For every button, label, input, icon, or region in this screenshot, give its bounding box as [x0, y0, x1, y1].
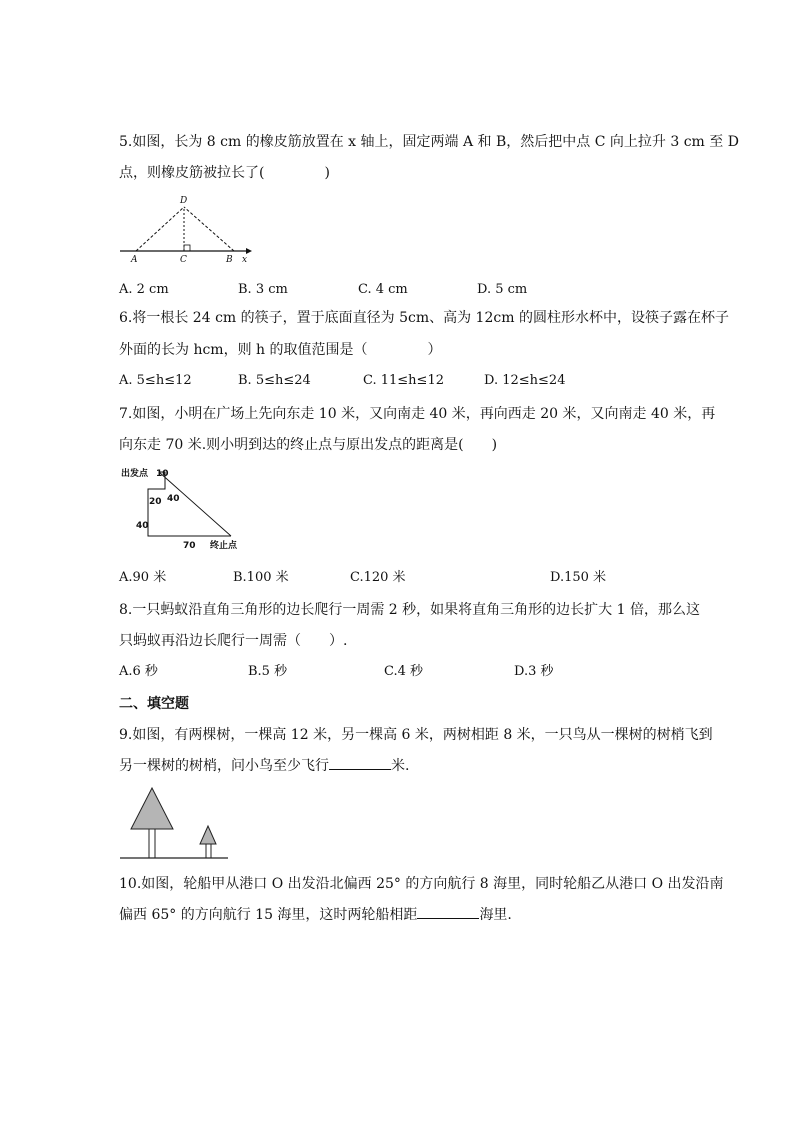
- q8-line1: 8.一只蚂蚁沿直角三角形的边长爬行一周需 2 秒，如果将直角三角形的边长扩大 1 倍，那么这: [119, 602, 700, 618]
- right-angle-mark: [184, 245, 190, 251]
- q9-line2-text: 另一棵树的树梢，问小鸟至少飞行: [119, 758, 329, 774]
- dashed-line-bd: [184, 207, 234, 251]
- q6-option-c: C. 11≤h≤12: [363, 373, 444, 388]
- label-x: x: [242, 255, 248, 265]
- q9-figure: [118, 785, 238, 865]
- label-b: B: [226, 255, 233, 265]
- tall-tree-crown: [131, 788, 173, 829]
- q6-option-d: D. 12≤h≤24: [484, 373, 566, 388]
- answer-blank: [417, 906, 479, 919]
- q8-line2-text: 只蚂蚁再沿边长爬行一周需（: [119, 633, 301, 649]
- q5-option-d: D. 5 cm: [477, 282, 528, 297]
- x-axis-arrow: [246, 248, 252, 254]
- q6-line2-text: 外面的长为 hcm，则 h 的取值范围是（: [119, 342, 368, 358]
- q7-line2-text: 向东走 70 米.则小明到达的终止点与原出发点的距离是(: [119, 437, 464, 453]
- q8-option-a: A.6 秒: [119, 664, 158, 679]
- q10-line2: [119, 906, 512, 924]
- q9-line1: 9.如图，有两棵树，一棵高 12 米，另一棵高 6 米，两树相距 8 米，一只鸟从一棵树的树梢飞到: [119, 727, 713, 743]
- q7-figure: [118, 465, 258, 555]
- section-heading-fill-in: 二、填空题: [119, 696, 189, 712]
- q5-line1: 5.如图，长为 8 cm 的橡皮筋放置在 x 轴上，固定两端 A 和 B，然后把中点 C 向上拉升 3 cm 至 D: [119, 134, 739, 150]
- q9-line2-unit: 米.: [391, 758, 410, 774]
- q6-line1: 6.将一根长 24 cm 的筷子，置于底面直径为 5cm、高为 12cm 的圆柱形水杯中，设筷子露在杯子: [119, 310, 729, 326]
- q7-line1: 7.如图，小明在广场上先向东走 10 米，又向南走 40 米，再向西走 20 米，又向南走 40 米，再: [119, 406, 716, 422]
- answer-blank: [329, 757, 391, 770]
- q8-option-c: C.4 秒: [384, 664, 424, 679]
- q5-line2-text: 点，则橡皮筋被拉长了(: [119, 165, 265, 181]
- q10-line1: 10.如图，轮船甲从港口 O 出发沿北偏西 25° 的方向航行 8 海里，同时轮船乙从港口 O 出发沿南: [119, 876, 724, 892]
- q7-line2: [119, 436, 497, 454]
- q8-option-d: D.3 秒: [514, 664, 554, 679]
- label-70: 70: [183, 541, 196, 551]
- q8-line2: [119, 632, 347, 650]
- q7-option-c: C.120 米: [350, 570, 406, 585]
- label-c: C: [180, 255, 187, 265]
- q8-option-b: B.5 秒: [248, 664, 288, 679]
- q8-line2-close: ）.: [329, 633, 348, 649]
- short-tree-trunk: [206, 844, 211, 858]
- q5-figure: [118, 193, 258, 263]
- label-40-side: 40: [136, 521, 149, 531]
- q5-option-a: A. 2 cm: [119, 282, 169, 297]
- q9-line2: [119, 757, 409, 775]
- q7-option-b: B.100 米: [233, 570, 289, 585]
- q7-line2-close: ): [491, 437, 498, 453]
- label-a: A: [131, 255, 138, 265]
- q10-line2-text: 偏西 65° 的方向航行 15 海里，这时两轮船相距: [119, 907, 418, 923]
- q5-line2: [119, 164, 330, 182]
- q5-option-c: C. 4 cm: [358, 282, 408, 297]
- q7-option-a: A.90 米: [119, 570, 167, 585]
- q10-line2-unit: 海里.: [479, 907, 512, 923]
- label-40-diag: 40: [167, 494, 180, 504]
- distance-line: [159, 472, 231, 536]
- tall-tree-trunk: [149, 829, 155, 858]
- label-d: D: [180, 196, 188, 206]
- q6-line2: [119, 341, 442, 359]
- short-tree-crown: [200, 826, 216, 844]
- q7-option-d: D.150 米: [550, 570, 607, 585]
- label-20: 20: [149, 497, 162, 507]
- q6-option-a: A. 5≤h≤12: [119, 373, 192, 388]
- q6-option-b: B. 5≤h≤24: [238, 373, 311, 388]
- label-start: 出发点: [121, 469, 149, 479]
- dashed-line-ad: [136, 207, 184, 251]
- label-10: 10: [156, 469, 169, 479]
- label-end: 终止点: [210, 541, 238, 551]
- q5-option-b: B. 3 cm: [238, 282, 288, 297]
- q5-line2-close: ): [324, 165, 330, 181]
- q6-line2-close: ）: [427, 342, 442, 358]
